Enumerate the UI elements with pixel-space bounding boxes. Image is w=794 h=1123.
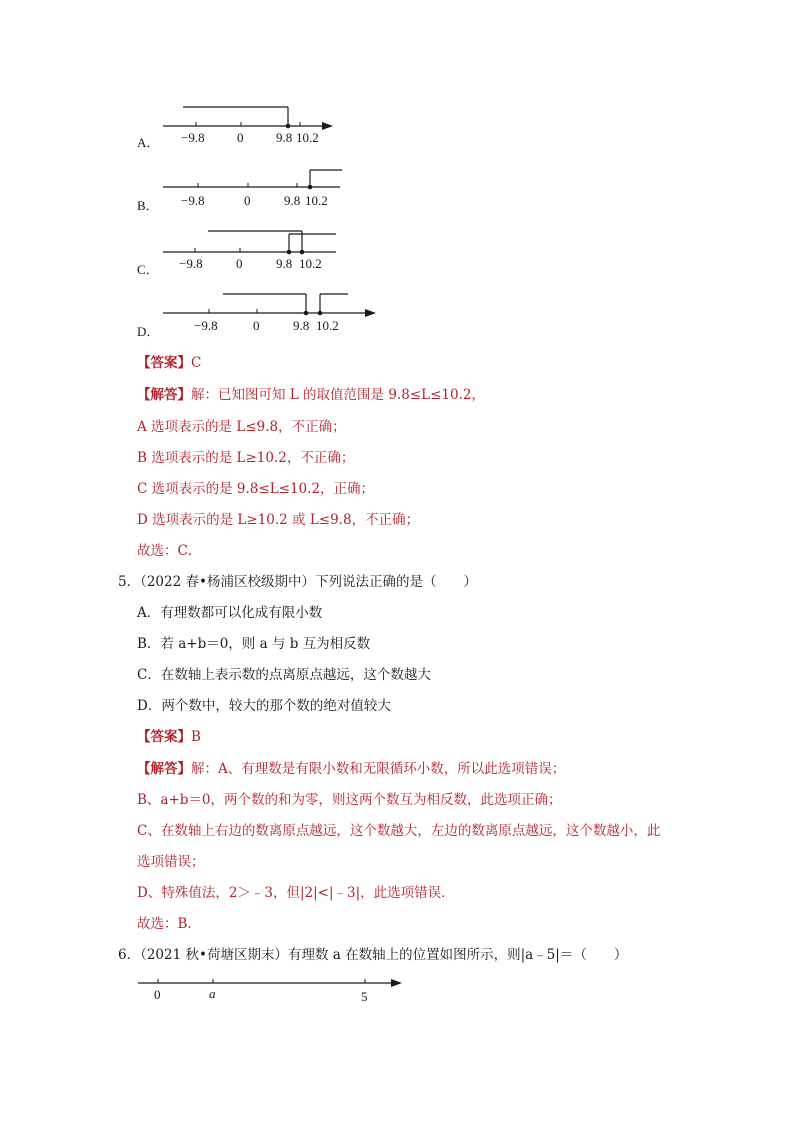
q4-answer-line <box>137 354 201 372</box>
d-tick-98: 9.8 <box>293 318 310 333</box>
option-b-letter: B． <box>137 198 159 213</box>
a-tick-zero: 0 <box>237 130 244 145</box>
jieda-tag: 【解答】 <box>137 387 191 403</box>
d-tick-neg: −9.8 <box>194 318 218 333</box>
q5-conclusion: 故选：B． <box>137 916 201 932</box>
q5-answer-value: B <box>191 729 201 745</box>
q5-solution-line-1 <box>137 760 565 778</box>
q4-solution-line-4: C 选项表示的是 9.8≤L≤10.2，正确； <box>137 481 375 497</box>
q5-option-d: D．两个数中，较大的那个数的绝对值较大 <box>137 698 391 714</box>
q5-solution-line-5: D、特殊值法，2＞﹣3，但|2|<|﹣3|，此选项错误． <box>137 885 455 901</box>
option-c-letter: C． <box>137 262 159 277</box>
q6-label-five: 5 <box>361 989 368 1004</box>
q5-stem: 5．（2022 春•杨浦区校级期中）下列说法正确的是（ ） <box>118 574 477 590</box>
b-tick-102: 10.2 <box>305 193 328 208</box>
q5-solution-line-4: 选项错误； <box>137 854 205 870</box>
c-tick-102: 10.2 <box>299 256 322 271</box>
q5-solution-text-1: 解：A、有理数是有限小数和无限循环小数，所以此选项错误； <box>191 761 566 777</box>
d-tick-102: 10.2 <box>316 318 339 333</box>
option-d-letter: D． <box>137 324 160 339</box>
a-tick-102: 10.2 <box>296 130 319 145</box>
q4-solution-text-1: 解：已知图可知 L 的取值范围是 9.8≤L≤10.2， <box>191 387 485 403</box>
q4-solution-line-5: D 选项表示的是 L≥10.2 或 L≤9.8，不正确； <box>137 512 420 528</box>
b-tick-zero: 0 <box>244 193 251 208</box>
q4-solution-line-1 <box>137 386 485 404</box>
d-tick-zero: 0 <box>253 318 260 333</box>
q6-stem: 6．（2021 秋•荷塘区期末）有理数 a 在数轴上的位置如图所示，则|a﹣5|＝（ ） <box>118 947 628 963</box>
q5-solution-line-2: B、a+b＝0，两个数的和为零，则这两个数互为相反数，此选项正确； <box>137 792 562 808</box>
c-tick-98: 9.8 <box>276 256 293 271</box>
b-tick-98: 9.8 <box>284 193 301 208</box>
q5-option-b: B．若 a+b＝0，则 a 与 b 互为相反数 <box>137 636 371 652</box>
q5-solution-line-3: C、在数轴上右边的数离原点越远，这个数越大，左边的数离原点越远，这个数越小，此 <box>137 823 661 839</box>
q6-label-a: a <box>209 986 216 1001</box>
q5-answer-tag: 【答案】 <box>137 729 191 745</box>
q5-answer-line <box>137 728 201 746</box>
a-tick-98: 9.8 <box>276 130 293 145</box>
c-tick-neg: −9.8 <box>179 256 203 271</box>
q5-option-a: A．有理数都可以化成有限小数 <box>137 605 323 621</box>
a-tick-neg: −9.8 <box>181 130 205 145</box>
q4-solution-line-3: B 选项表示的是 L≥10.2，不正确； <box>137 450 355 466</box>
q5-jieda-tag: 【解答】 <box>137 761 191 777</box>
q6-label-zero: 0 <box>154 987 161 1002</box>
answer-value: C <box>191 355 202 371</box>
answer-tag: 【答案】 <box>137 355 191 371</box>
b-tick-neg: −9.8 <box>181 193 205 208</box>
option-a-letter: A． <box>137 135 160 150</box>
q4-conclusion: 故选：C． <box>137 543 202 559</box>
c-tick-zero: 0 <box>236 256 243 271</box>
q4-solution-line-2: A 选项表示的是 L≤9.8，不正确； <box>137 419 346 435</box>
q5-option-c: C．在数轴上表示数的点离原点越远，这个数越大 <box>137 667 431 683</box>
